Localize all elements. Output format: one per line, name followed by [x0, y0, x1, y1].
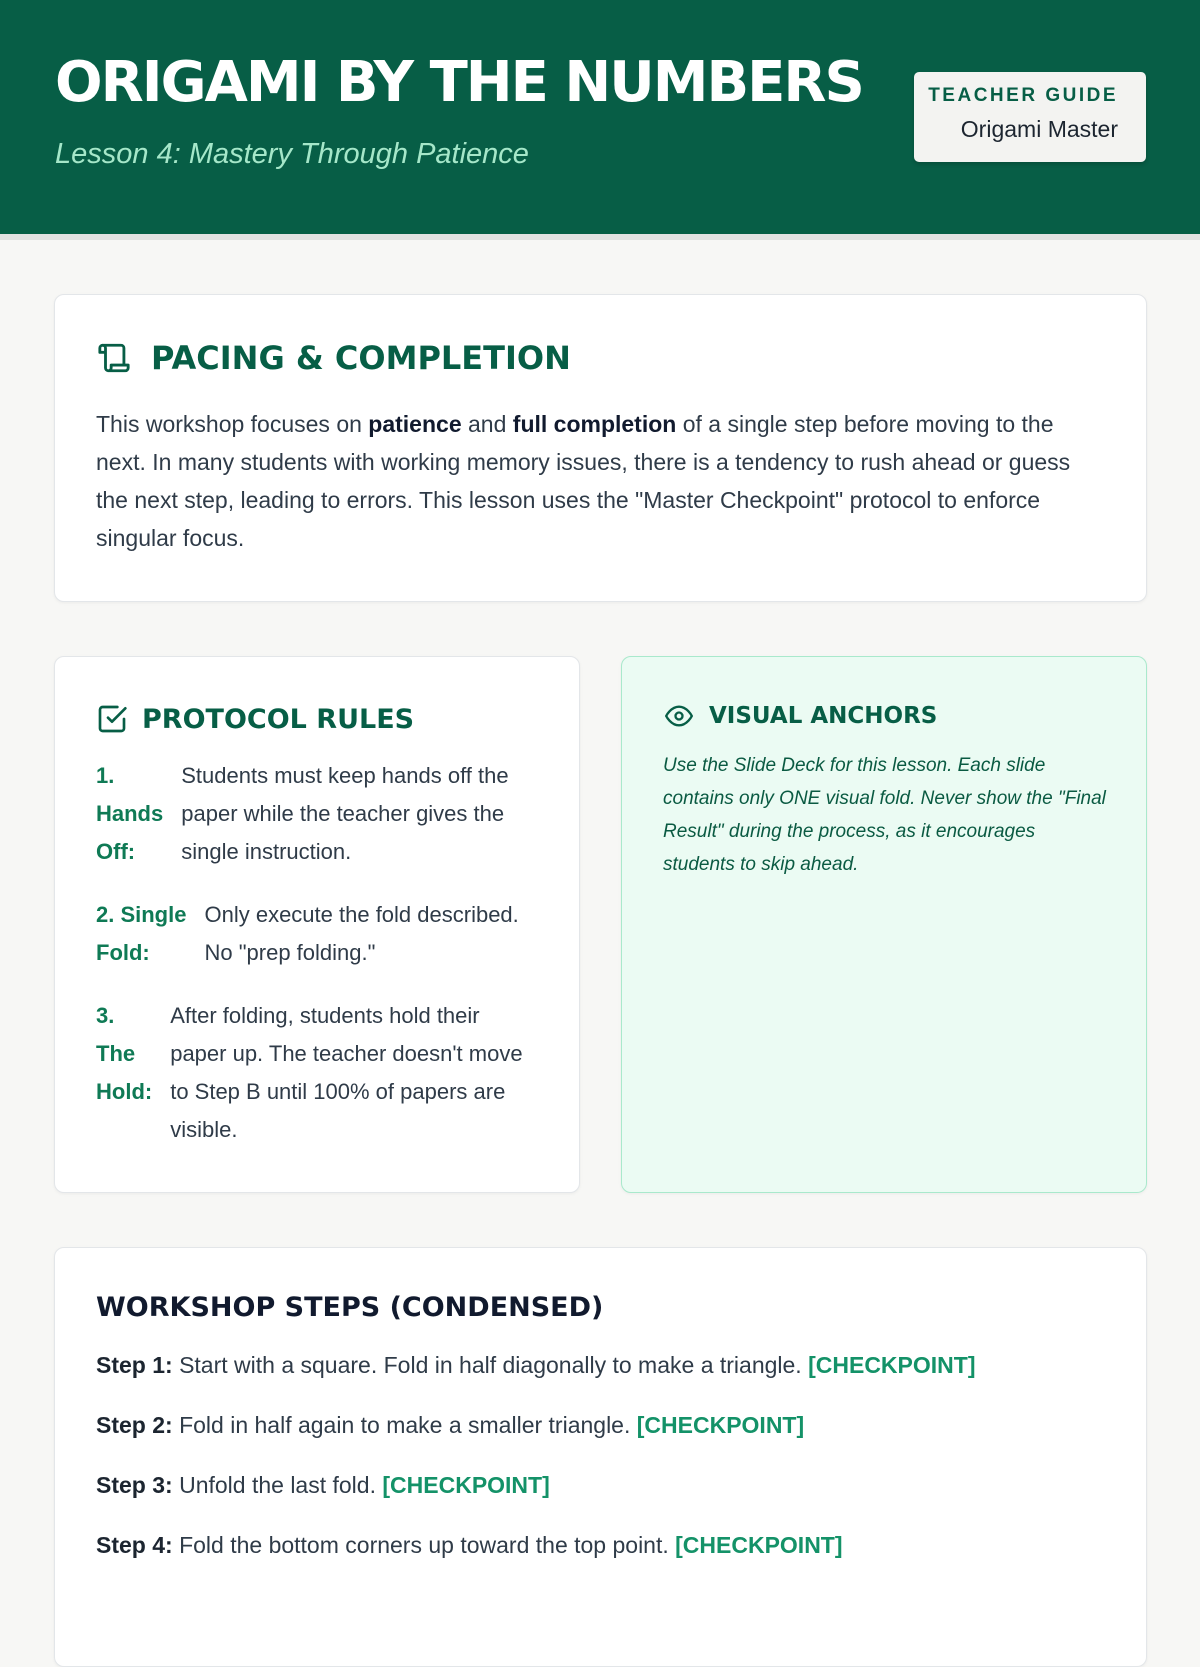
badge-name: Origami Master [960, 116, 1118, 142]
page-header [0, 0, 1200, 240]
rule-item [96, 997, 541, 1149]
rule-label [96, 757, 163, 871]
rules-heading [96, 703, 414, 735]
rule-label-line: 3. [96, 1003, 115, 1028]
pacing-text-3: of a single step before moving to the next. In many students with working memory issues, there is a tendency to rush ahead or guess the next step, leading to errors. This lesson uses the "Master Checkpoint" protocol to enforce singular focus. [96, 411, 1071, 551]
rule-label-line: Hold: [96, 1079, 153, 1104]
step-label: Step 2: [96, 1412, 173, 1438]
step-text: Start with a square. Fold in half diagonally to make a triangle. [172, 1352, 809, 1378]
eye-icon [663, 702, 695, 730]
rule-text: Only execute the fold described. No "prep folding." [204, 902, 519, 965]
badge-kicker: TEACHER GUIDE [928, 85, 1118, 106]
checkpoint-tag: [CHECKPOINT] [808, 1352, 976, 1378]
teacher-guide-badge [914, 72, 1146, 162]
steps-heading: WORKSHOP STEPS (CONDENSED) [96, 1292, 604, 1323]
step-item [96, 1346, 1106, 1384]
rule-label [96, 997, 152, 1149]
pacing-bold-2: full completion [512, 411, 677, 437]
pacing-bold-1: patience [368, 411, 462, 437]
rule-label-line: 2. Single [96, 902, 187, 927]
pacing-heading [96, 339, 571, 377]
step-item [96, 1406, 1106, 1444]
rule-item [96, 757, 541, 871]
pacing-heading-text: PACING & COMPLETION [151, 339, 571, 377]
steps-list [96, 1346, 1106, 1586]
rule-label-line: 1. [96, 763, 115, 788]
pacing-text-2: and [461, 411, 513, 437]
rule-text: After folding, students hold their paper up. The teacher doesn't move to Step B until 100% of papers are visible. [170, 1003, 523, 1142]
scroll-icon [96, 341, 132, 375]
rule-label-line: Fold: [96, 940, 150, 965]
rule-label-line: Hands [96, 801, 164, 826]
pacing-text-1: This workshop focuses on [96, 411, 369, 437]
checkpoint-tag: [CHECKPOINT] [675, 1532, 843, 1558]
rule-label-line: Off: [96, 839, 136, 864]
step-text: Fold the bottom corners up toward the top point. [172, 1532, 676, 1558]
protocol-rules-card [54, 656, 580, 1193]
rule-item [96, 896, 541, 972]
rule-text: Students must keep hands off the paper while the teacher gives the single instruction. [181, 763, 509, 864]
rules-heading-text: PROTOCOL RULES [142, 703, 415, 735]
rule-label-line: The [96, 1041, 136, 1066]
step-label: Step 4: [96, 1532, 173, 1558]
rule-label [96, 896, 186, 972]
step-item [96, 1466, 1106, 1504]
pacing-card [54, 294, 1147, 602]
step-text: Unfold the last fold. [172, 1472, 383, 1498]
visual-anchors-card [621, 656, 1147, 1193]
anchors-paragraph: Use the Slide Deck for this lesson. Each slide contains only ONE visual fold. Never show the "Final Result" during the process, as it encourages students to skip ahead. [663, 755, 1106, 875]
checkpoint-tag: [CHECKPOINT] [382, 1472, 550, 1498]
step-text: Fold in half again to make a smaller triangle. [172, 1412, 637, 1438]
page-title: ORIGAMI BY THE NUMBERS [55, 50, 863, 115]
pacing-paragraph [96, 405, 1096, 557]
step-label: Step 1: [96, 1352, 173, 1378]
anchors-heading-text: VISUAL ANCHORS [709, 703, 938, 729]
lesson-subtitle: Lesson 4: Mastery Through Patience [55, 138, 529, 170]
checkbox-icon [96, 703, 128, 735]
step-label: Step 3: [96, 1472, 173, 1498]
rules-list [96, 757, 541, 1174]
workshop-steps-card [54, 1247, 1147, 1667]
checkpoint-tag: [CHECKPOINT] [636, 1412, 805, 1438]
anchors-heading [663, 702, 937, 730]
step-item [96, 1526, 1106, 1564]
